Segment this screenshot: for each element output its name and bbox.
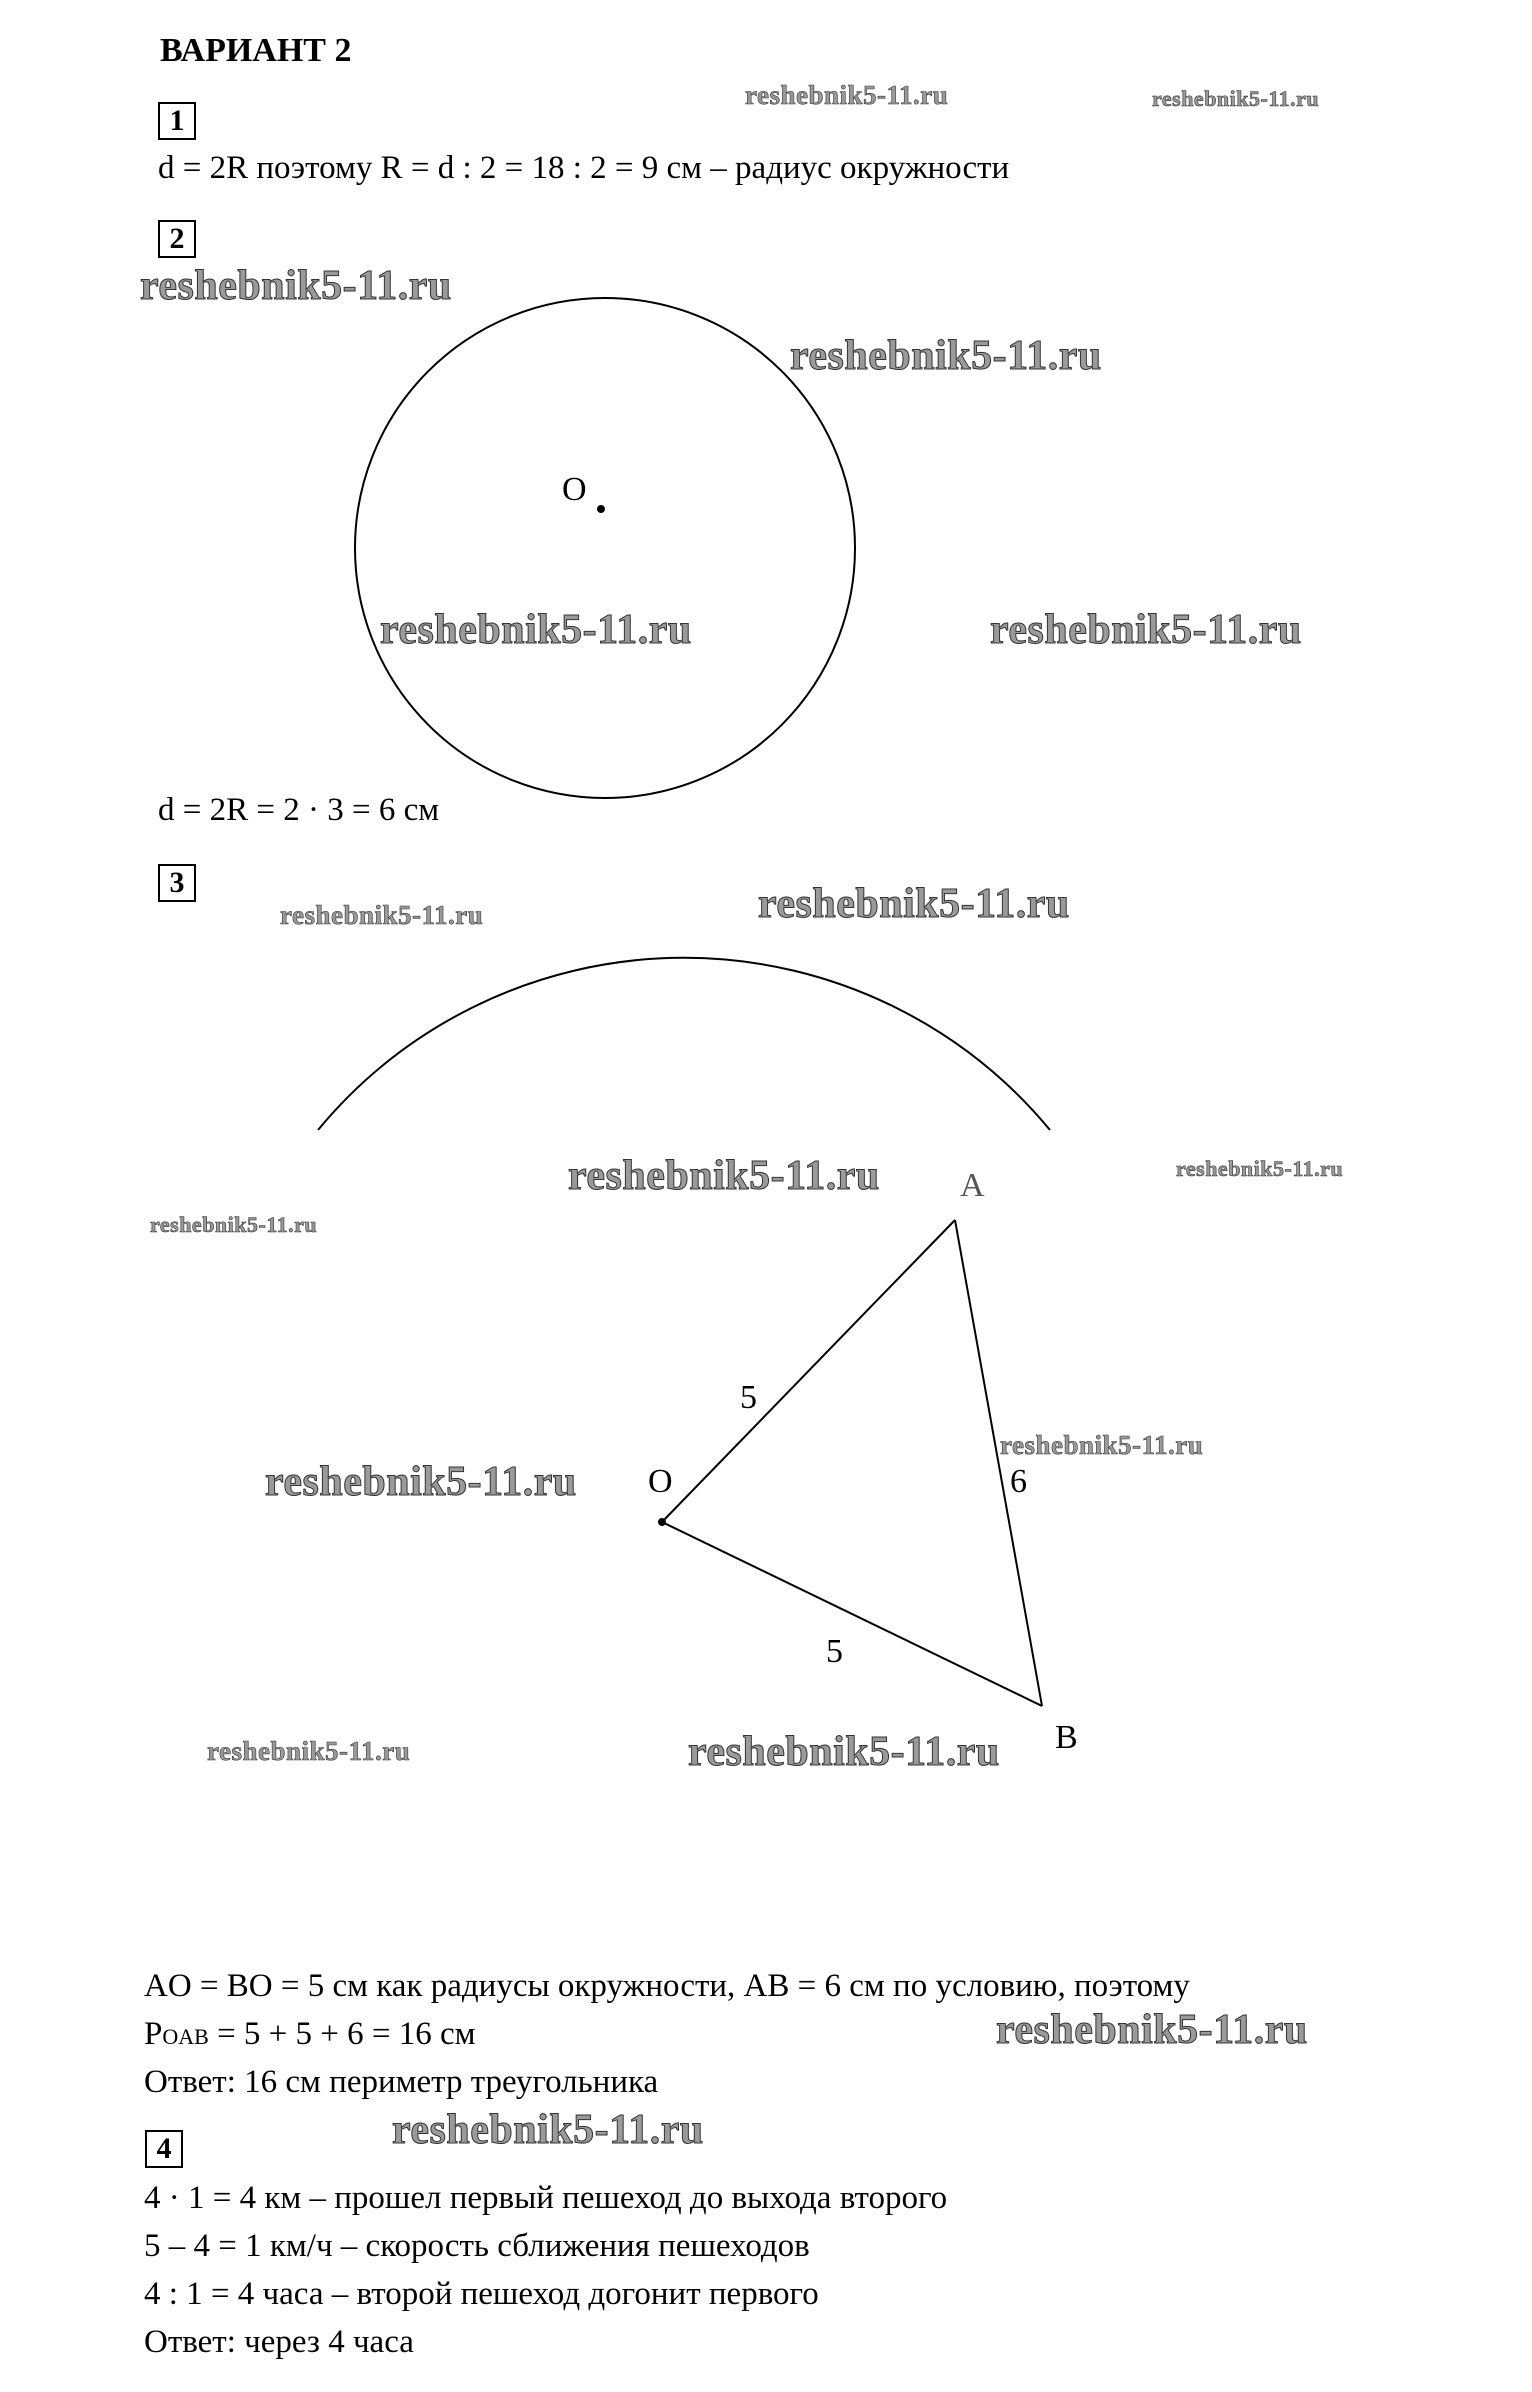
task-4-number: 4 [145, 2130, 183, 2168]
label-a: A [960, 1167, 985, 1204]
circle-task-2 [355, 298, 855, 798]
side-ob [662, 1522, 1042, 1706]
watermark: reshebnik5-11.ru [1176, 1156, 1344, 1181]
task-3-answer: Ответ: 16 см периметр треугольника [144, 2064, 659, 2100]
circle-arc-task-3 [318, 958, 1050, 1130]
task-3-line-1: AO = BO = 5 см как радиусы окружности, AB = 6 см по условию, поэтому [144, 1968, 1190, 2004]
point-o [658, 1518, 666, 1526]
watermark: reshebnik5-11.ru [140, 263, 452, 309]
watermark: reshebnik5-11.ru [265, 1459, 577, 1505]
task-4-line-3: 4 : 1 = 4 часа – второй пешеход догонит первого [144, 2276, 819, 2312]
side-label-ab: 6 [1010, 1463, 1027, 1500]
watermark: reshebnik5-11.ru [207, 1736, 411, 1766]
watermark: reshebnik5-11.ru [688, 1729, 1000, 1775]
watermark: reshebnik5-11.ru [380, 607, 692, 653]
perimeter-subscript: OAB [162, 2024, 209, 2049]
task-1-number: 1 [158, 102, 196, 140]
label-b: B [1055, 1719, 1078, 1756]
watermark: reshebnik5-11.ru [150, 1212, 318, 1237]
perimeter-value: = 5 + 5 + 6 = 16 см [208, 2016, 476, 2052]
watermark: reshebnik5-11.ru [1000, 1430, 1204, 1460]
watermark: reshebnik5-11.ru [745, 80, 949, 110]
side-label-oa: 5 [740, 1379, 757, 1416]
perimeter-symbol: P [144, 2016, 163, 2052]
watermark: reshebnik5-11.ru [568, 1153, 880, 1199]
task-1-text: d = 2R поэтому R = d : 2 = 18 : 2 = 9 см – радиус окружности [158, 150, 1010, 186]
task-4-line-2: 5 – 4 = 1 км/ч – скорость сближения пешеходов [144, 2228, 810, 2264]
watermark: reshebnik5-11.ru [996, 2007, 1308, 2053]
side-ab [955, 1220, 1042, 1706]
side-label-ob: 5 [826, 1633, 843, 1670]
watermark: reshebnik5-11.ru [758, 881, 1070, 927]
watermark: reshebnik5-11.ru [790, 333, 1102, 379]
watermark: reshebnik5-11.ru [392, 2107, 704, 2153]
watermark: reshebnik5-11.ru [1152, 86, 1320, 111]
task-2-result: d = 2R = 2 · 3 = 6 см [158, 792, 440, 828]
center-point-o [597, 505, 605, 513]
label-o: O [648, 1463, 673, 1500]
task-4-line-1: 4 · 1 = 4 км – прошел первый пешеход до выхода второго [144, 2180, 948, 2216]
side-oa [662, 1220, 955, 1522]
task-4-answer: Ответ: через 4 часа [144, 2324, 414, 2360]
task-3-number: 3 [158, 864, 196, 902]
watermark: reshebnik5-11.ru [280, 900, 484, 930]
center-label-o: O [562, 471, 587, 508]
task-2-number: 2 [158, 220, 196, 258]
watermark: reshebnik5-11.ru [990, 607, 1302, 653]
page-title: ВАРИАНТ 2 [160, 32, 352, 69]
